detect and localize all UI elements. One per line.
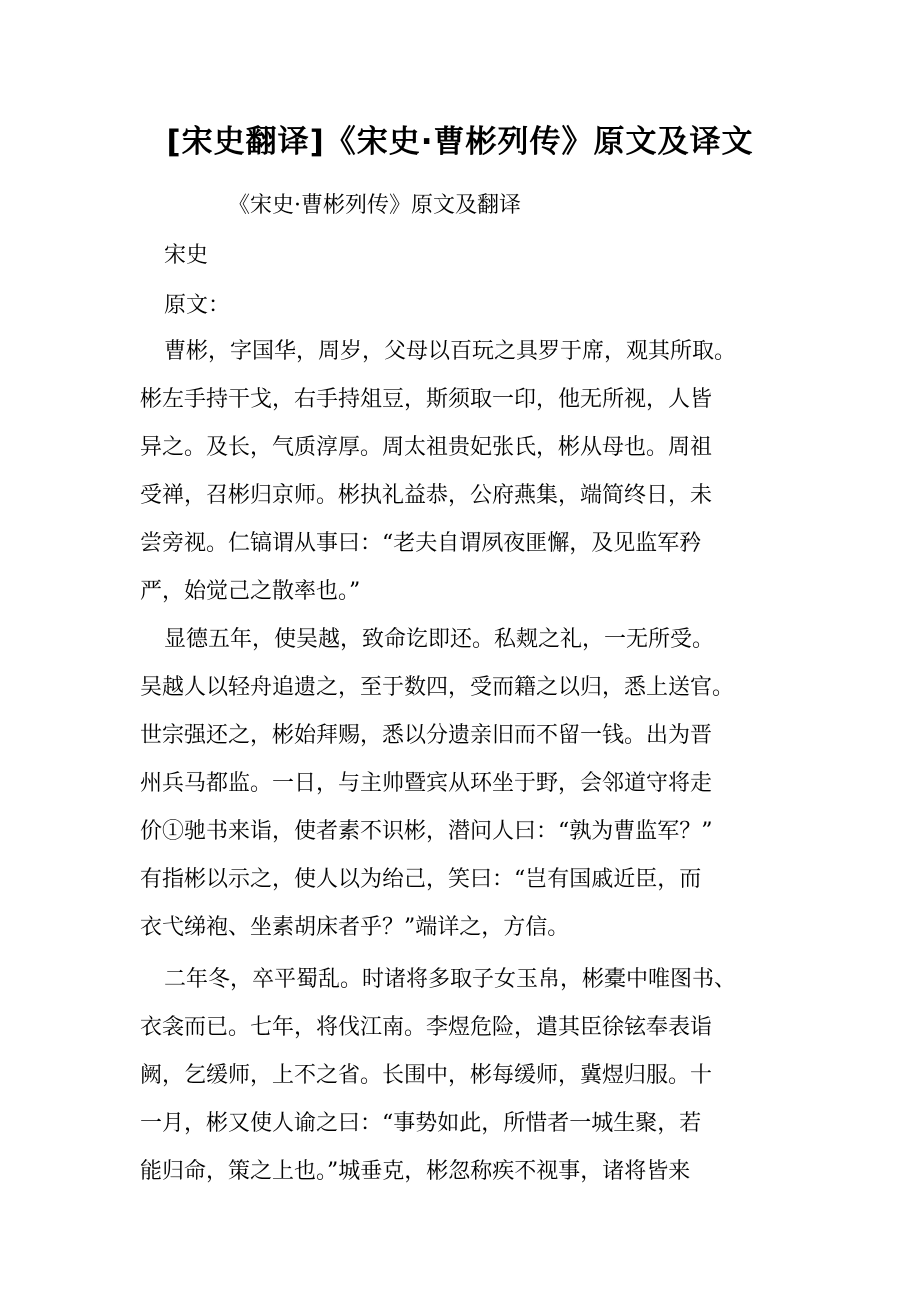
paragraph-line: 阙，乞缓师，上不之省。长围中，彬每缓师，冀煜归服。十 [140,1063,713,1088]
paragraph-line: 受禅，召彬归京师。彬执礼益恭，公府燕集，端简终日，未 [140,483,713,508]
paragraph-3 [140,956,800,1196]
paragraph-line: 有指彬以示之，使人以为绐己，笑曰：“岂有国戚近臣，而 [140,867,702,892]
source-label: 宋史 [164,243,209,268]
paragraph-line: 显德五年，使吴越，致命讫即还。私觌之礼，一无所受。 [164,627,715,652]
paragraph-line: 尝旁视。仁镐谓从事曰：“老夫自谓夙夜匪懈，及见监军矜 [140,531,702,556]
paragraph-line: 彬左手持干戈，右手持俎豆，斯须取一印，他无所视，人皆 [140,387,713,412]
document-title: [宋史翻译]《宋史·曹彬列传》原文及译文 [166,124,754,160]
paragraph-line: 世宗强还之，彬始拜赐，悉以分遗亲旧而不留一钱。出为晋 [140,723,713,748]
original-text-label: 原文： [164,293,231,318]
paragraph-line: 严，始觉己之散率也。” [140,579,361,604]
paragraph-line: 衣弋绨袍、坐素胡床者乎？”端详之，方信。 [140,915,570,940]
document-subtitle: 《宋史·曹彬列传》原文及翻译 [228,193,521,218]
paragraph-line: 一月，彬又使人谕之曰：“事势如此，所惜者一城生聚，若 [140,1111,702,1136]
paragraph-line: 二年冬，卒平蜀乱。时诸将多取子女玉帛，彬橐中唯图书、 [164,967,737,992]
paragraph-line: 州兵马都监。一日，与主帅暨宾从环坐于野，会邻道守将走 [140,771,713,796]
paragraph-line: 吴越人以轻舟追遗之，至于数四，受而籍之以归，悉上送官。 [140,675,735,700]
paragraph-line: 衣衾而已。七年，将伐江南。李煜危险，遣其臣徐铉奉表诣 [140,1015,713,1040]
paragraph-line: 能归命，策之上也。”城垂克，彬忽称疾不视事，诸将皆来 [140,1159,691,1184]
paragraph-2 [140,616,800,952]
paragraph-line: 价①驰书来诣，使者素不识彬，潜问人曰：“孰为曹监军？” [140,819,713,844]
paragraph-line: 曹彬，字国华，周岁，父母以百玩之具罗于席，观其所取。 [164,339,737,364]
paragraph-line: 异之。及长，气质淳厚。周太祖贵妃张氏，彬从母也。周祖 [140,435,713,460]
paragraph-1 [140,328,800,616]
